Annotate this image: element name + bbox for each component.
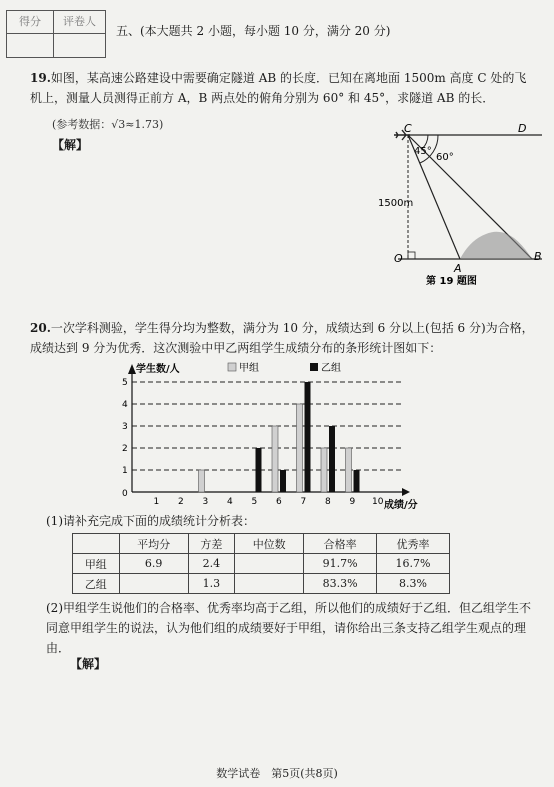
x-axis-label: 成绩/分: [384, 500, 418, 511]
table-cell: 1.3: [188, 574, 235, 594]
x-tick-label: 3: [202, 497, 209, 507]
fig-label-a: A: [454, 262, 462, 275]
score-label: 得分: [7, 11, 54, 33]
section-title: 五、(本大题共 2 小题，每小题 10 分，满分 20 分): [116, 24, 391, 38]
bar-jia: [199, 470, 205, 492]
table-cell[interactable]: [119, 574, 188, 594]
x-tick-label: 2: [178, 497, 184, 507]
page-footer: 数学试卷 第5页(共8页): [216, 767, 338, 780]
y-axis-arrow-icon: [128, 364, 136, 374]
fig-height-label: 1500m: [378, 198, 414, 209]
bar-yi: [305, 382, 311, 492]
fig-caption: 第 19 题图: [426, 276, 477, 287]
table-header-cell: 平均分: [119, 534, 188, 554]
q20-answer-label: 【解】: [70, 657, 107, 671]
x-axis-arrow-icon: [402, 488, 410, 496]
q20-sub2: (2)甲组学生说他们的合格率、优秀率均高于乙组，所以他们的成绩好于乙组．但乙组学生不同意甲组学生的说法，认为他们组的成绩要好于甲组，请你给出三条支持乙组学生观点的理由．: [46, 601, 532, 655]
table-cell[interactable]: [235, 554, 304, 574]
table-header-cell: 优秀率: [377, 534, 450, 554]
fig-angle-60: 60°: [436, 152, 454, 163]
table-cell: 8.3%: [377, 574, 450, 594]
x-tick-label: 1: [153, 497, 160, 507]
legend-label-jia: 甲组: [239, 363, 259, 374]
q19-text: 如图，某高速公路建设中需要确定隧道 AB 的长度．已知在离地面 1500m 高度 C 处的飞机上，测量人员测得正前方 A，B 两点处的俯角分别为 60° 和 45°，求隧道 AB 的长．: [30, 71, 527, 105]
table-header-row: [73, 534, 450, 554]
mountain-icon: [460, 232, 532, 259]
x-tick-label: 8: [325, 497, 331, 507]
bar-yi: [256, 448, 262, 492]
fig-angle-45: 45°: [414, 146, 432, 157]
bar-yi: [329, 426, 335, 492]
table-cell[interactable]: [235, 574, 304, 594]
legend-label-yi: 乙组: [321, 363, 341, 374]
bar-chart: [92, 360, 452, 510]
x-tick-label: 10: [372, 497, 384, 507]
grader-label: 评卷人: [63, 15, 96, 28]
table-cell: 甲组: [73, 554, 120, 574]
table-row: [73, 554, 450, 574]
table-row: [73, 574, 450, 594]
bar-yi: [280, 470, 286, 492]
table-header-cell: 中位数: [235, 534, 304, 554]
score-box-divider: [7, 33, 105, 34]
fig-label-d: D: [518, 122, 527, 135]
y-tick-label: 3: [122, 422, 128, 432]
score-box: [6, 10, 106, 58]
table-cell: 91.7%: [304, 554, 377, 574]
y-tick-label: 2: [122, 444, 128, 454]
fig-label-b: B: [534, 250, 542, 263]
q19-number: 19.: [30, 71, 51, 85]
origin-label: 0: [122, 489, 128, 499]
q20-text: 一次学科测验，学生得分均为整数，满分为 10 分，成绩达到 6 分以上(包括 6 分)为合格，成绩达到 9 分为优秀．这次测验中甲乙两组学生成绩分布的条形统计图如下：: [30, 321, 534, 355]
x-tick-label: 6: [276, 497, 282, 507]
table-cell: 16.7%: [377, 554, 450, 574]
stats-table: [72, 533, 450, 594]
q19-answer-label: 【解】: [52, 138, 89, 152]
q19-reference: (参考数据：√3≈1.73): [52, 118, 164, 131]
y-tick-label: 1: [122, 466, 128, 476]
legend-swatch-yi: [310, 363, 318, 371]
right-angle-mark: [408, 252, 415, 259]
bar-jia: [321, 448, 327, 492]
question-20: [30, 318, 544, 358]
table-cell: 2.4: [188, 554, 235, 574]
score-box-vdivider: [53, 33, 54, 57]
y-axis-label: 学生数/人: [136, 364, 180, 375]
x-tick-label: 9: [349, 497, 356, 507]
q20-number: 20.: [30, 321, 51, 335]
table-header-cell: 合格率: [304, 534, 377, 554]
x-tick-label: 5: [251, 497, 258, 507]
fig-label-o: O: [394, 252, 403, 265]
bar-jia: [272, 426, 278, 492]
table-cell: 6.9: [119, 554, 188, 574]
y-tick-label: 4: [122, 400, 128, 410]
q20-sub1: (1)请补充完成下面的成绩统计分析表：: [46, 514, 255, 528]
figure-19: [378, 118, 550, 288]
bar-jia: [346, 448, 352, 492]
table-cell: 83.3%: [304, 574, 377, 594]
x-tick-label: 7: [300, 497, 307, 507]
bar-jia: [297, 404, 303, 492]
bar-yi: [354, 470, 360, 492]
table-header-cell: [73, 534, 120, 554]
legend-swatch-jia: [228, 363, 236, 371]
table-header-cell: 方差: [188, 534, 235, 554]
question-19: [30, 68, 538, 108]
y-tick-label: 5: [122, 378, 128, 388]
fig-label-c: C: [404, 122, 412, 135]
x-tick-label: 4: [227, 497, 233, 507]
table-cell: 乙组: [73, 574, 120, 594]
